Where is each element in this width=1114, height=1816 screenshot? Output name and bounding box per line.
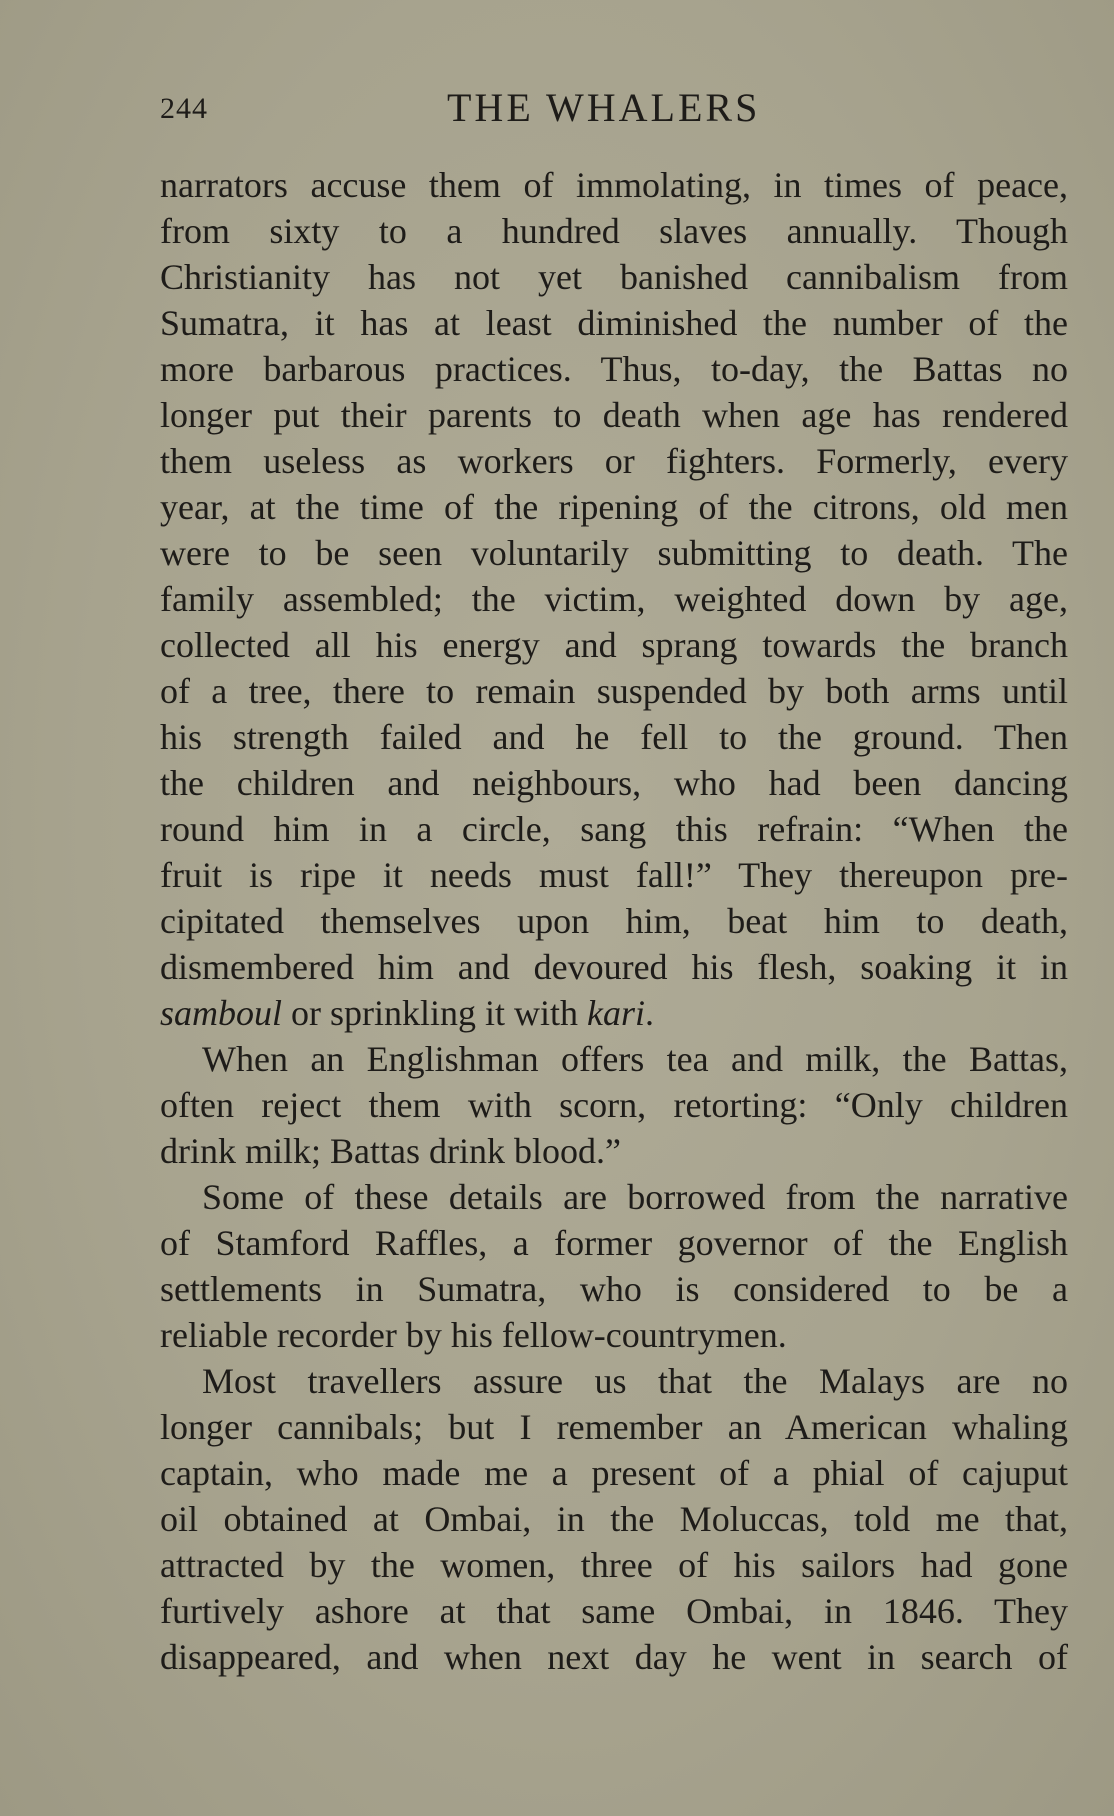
text-line: disappeared, and when next day he went in search of [160,1637,1068,1677]
text-line: fruit is ripe it needs must fall!” They thereupon pre- [160,855,1068,895]
text-line: of Stamford Raffles, a former governor of the English [160,1223,1068,1263]
text-line: captain, who made me a present of a phial of cajuput [160,1453,1068,1493]
body-text [160,162,1068,1680]
text-line: drink milk; Battas drink blood.” [160,1131,621,1171]
text-line: from sixty to a hundred slaves annually. Though [160,211,1068,251]
text-line: them useless as workers or fighters. Formerly, every [160,441,1068,481]
text-fragment: . [645,993,655,1033]
page-number: 244 [160,92,208,125]
text-line: Most travellers assure us that the Malays are no [202,1361,1068,1401]
page-header [160,84,1068,140]
text-line: his strength failed and he fell to the ground. Then [160,717,1068,757]
text-line: were to be seen voluntarily submitting to death. The [160,533,1068,573]
text-line: furtively ashore at that same Ombai, in 1846. They [160,1591,1068,1631]
text-line: settlements in Sumatra, who is considered to be a [160,1269,1068,1309]
text-line: more barbarous practices. Thus, to-day, the Battas no [160,349,1068,389]
italic-term-samboul: samboul [160,993,283,1033]
text-line: often reject them with scorn, retorting: “Only children [160,1085,1068,1125]
text-line: round him in a circle, sang this refrain: “When the [160,809,1068,849]
text-line: collected all his energy and sprang towards the branch [160,625,1068,665]
text-line: the children and neighbours, who had been dancing [160,763,1068,803]
text-line: longer cannibals; but I remember an American whaling [160,1407,1068,1447]
running-head: THE WHALERS [447,85,761,130]
text-line: year, at the time of the ripening of the citrons, old men [160,487,1068,527]
text-line: Some of these details are borrowed from the narrative [202,1177,1068,1217]
text-line: attracted by the women, three of his sailors had gone [160,1545,1068,1585]
text-line: oil obtained at Ombai, in the Moluccas, told me that, [160,1499,1068,1539]
text-fragment: or sprinkling it with [282,993,588,1033]
italic-term-kari: kari [587,993,646,1033]
text-line: Christianity has not yet banished cannibalism from [160,257,1068,297]
text-line: cipitated themselves upon him, beat him to death, [160,901,1068,941]
text-line-italic-terms [160,990,1068,1036]
text-line: narrators accuse them of immolating, in times of peace, [160,165,1068,205]
text-line: dismembered him and devoured his flesh, soaking it in [160,947,1068,987]
text-line: When an Englishman offers tea and milk, the Battas, [202,1039,1068,1079]
text-line: longer put their parents to death when age has rendered [160,395,1068,435]
text-line: of a tree, there to remain suspended by both arms until [160,671,1068,711]
text-line: reliable recorder by his fellow-countrymen. [160,1315,787,1355]
text-line: family assembled; the victim, weighted down by age, [160,579,1068,619]
text-line: Sumatra, it has at least diminished the number of the [160,303,1068,343]
